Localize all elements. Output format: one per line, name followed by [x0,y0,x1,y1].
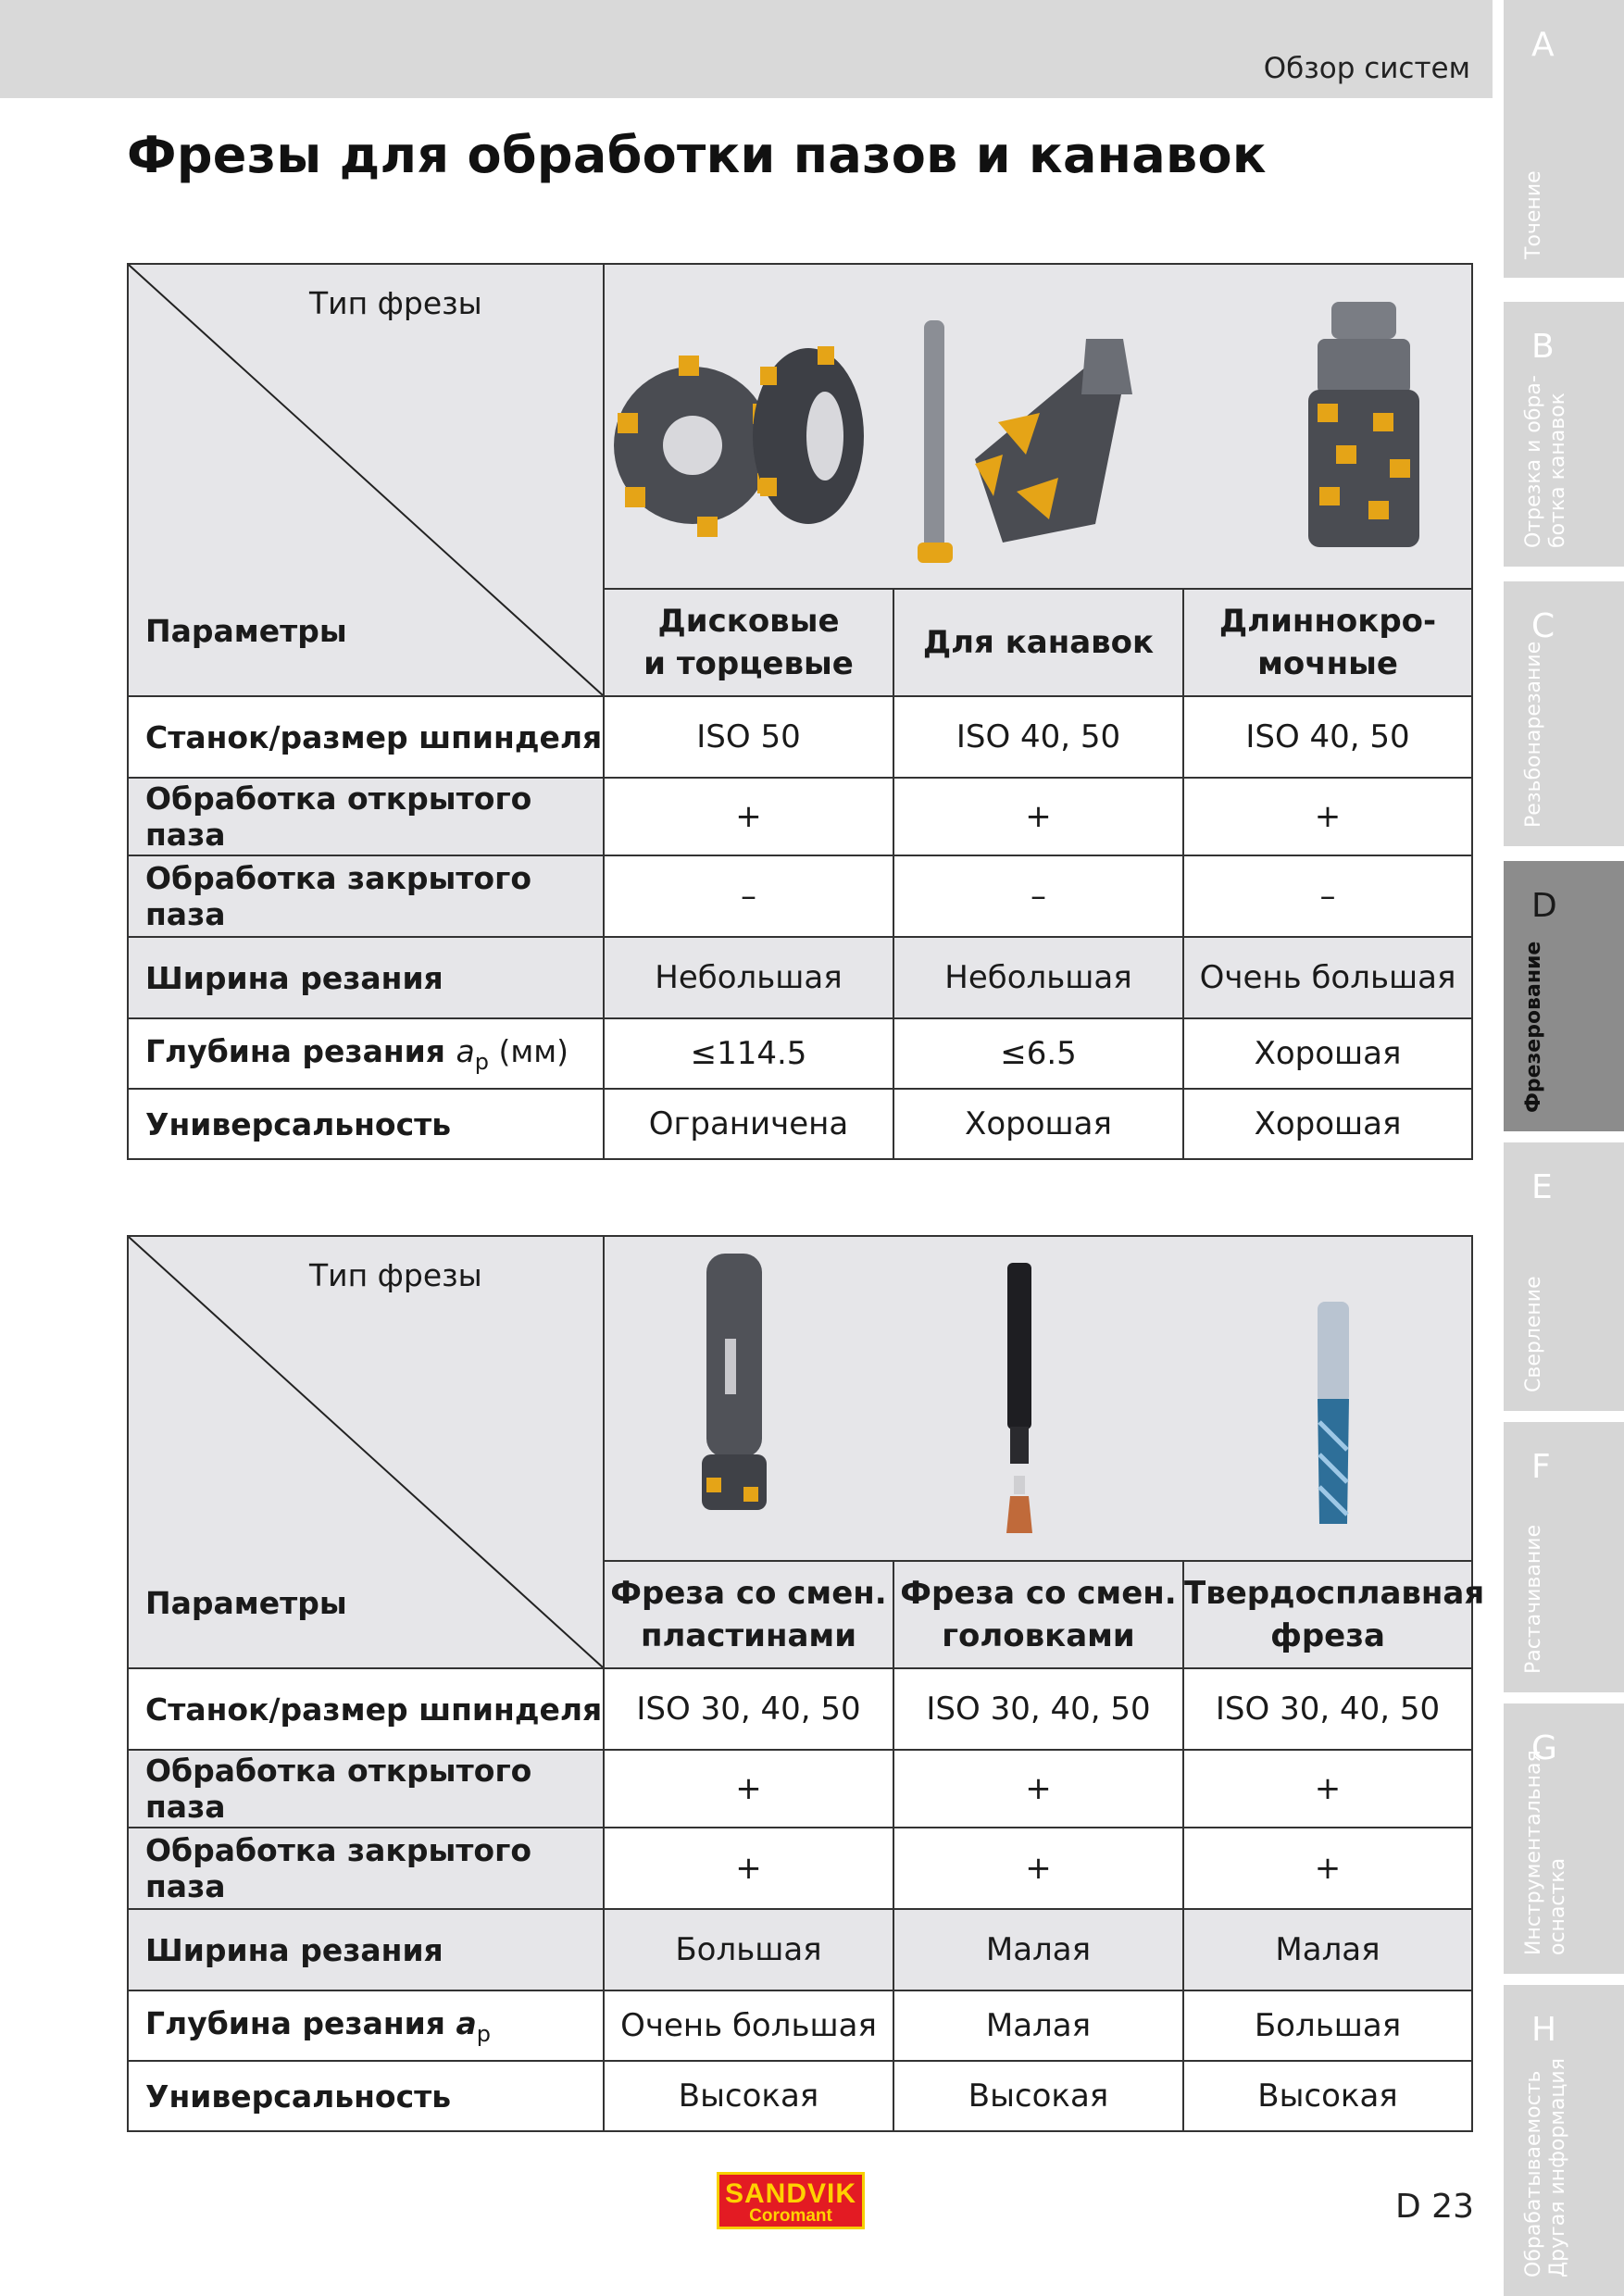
page-number: D 23 [1395,2188,1474,2226]
table-cell: Небольшая [893,937,1183,1018]
diagonal-header [128,1236,604,1668]
table-cell: Очень большая [604,1990,893,2061]
table-cell: Большая [604,1909,893,1990]
cutter-images-svg [605,1237,1473,1552]
param-label: Ширина резания [128,937,604,1018]
table-cell: ISO 30, 40, 50 [893,1668,1183,1750]
table-row [128,1018,1472,1089]
column-header [1183,589,1472,696]
table-cell: + [604,1750,893,1828]
tab-letter: G [1531,1729,1557,1767]
param-label: Обработка открытого паза [128,1750,604,1828]
column-header [604,589,893,696]
param-variable: a [456,1032,475,1069]
table-cell: + [893,1828,1183,1909]
table-cell: Малая [893,1909,1183,1990]
tab-c[interactable] [1504,581,1624,846]
table-cell: – [893,855,1183,937]
table-cell: ISO 40, 50 [1183,696,1472,778]
param-subscript: p [476,2020,492,2047]
param-label: Универсальность [128,2061,604,2131]
tab-f[interactable] [1504,1422,1624,1692]
logo-brand: SANDVIK [724,2178,856,2209]
tab-letter: D [1531,887,1557,925]
tab-letter: A [1531,26,1555,64]
table-cell: + [893,778,1183,855]
diagonal-header [128,264,604,696]
table-cell: Хорошая [893,1089,1183,1159]
table-row [128,1089,1472,1159]
page-title: Фрезы для обработки пазов и канавок [127,126,1267,184]
tab-label: Сверление [1522,1276,1545,1392]
table-cell: + [604,778,893,855]
tab-letter: C [1531,607,1555,645]
table-cell: + [893,1750,1183,1828]
tab-a[interactable] [1504,0,1624,278]
cutter-table-1 [127,263,1473,1160]
table-cell: + [604,1828,893,1909]
column-header-line: Длиннокро- [1218,603,1437,640]
tab-e[interactable] [1504,1142,1624,1411]
table-row [128,1990,1472,2061]
param-label [128,1018,604,1089]
table-cell: – [1183,855,1472,937]
column-header-line: Для канавок [922,624,1155,661]
table-cell: ISO 50 [604,696,893,778]
column-header-line: мочные [1257,645,1398,682]
table-cell: ISO 30, 40, 50 [1183,1668,1472,1750]
param-label: Ширина резания [128,1909,604,1990]
table-cell: Большая [1183,1990,1472,2061]
solid-carbide-mill-image [1318,1302,1349,1524]
sandvik-logo [717,2172,865,2229]
table-row [128,778,1472,855]
param-unit: (мм) [488,1032,568,1069]
param-label: Обработка закрытого паза [128,855,604,937]
type-label: Тип фрезы [309,1257,482,1293]
type-label: Тип фрезы [309,285,482,321]
insert-mill-image [702,1254,767,1510]
cutter-images [604,264,1472,589]
column-header-line: Фреза со смен. [610,1575,887,1612]
param-variable: a [456,2004,477,2041]
table-cell: ISO 30, 40, 50 [604,1668,893,1750]
table-cell: ≤6.5 [893,1018,1183,1089]
params-label: Параметры [145,1585,347,1621]
column-header-line: Дисковые [657,603,840,640]
tab-h[interactable] [1504,1985,1624,2296]
table-cell: Высокая [893,2061,1183,2131]
table-row [128,855,1472,937]
slot-mill-image [918,320,1132,563]
table-cell: Малая [893,1990,1183,2061]
disc-mill-image [614,346,864,537]
tab-label: Обрабатываемость Другая информация [1522,2058,1569,2277]
table-row [128,1750,1472,1828]
param-label: Обработка открытого паза [128,778,604,855]
table-cell: Малая [1183,1909,1472,1990]
tab-label: Отрезка и обра- ботка канавок [1522,375,1569,548]
cutter-images [604,1236,1472,1561]
params-label: Параметры [145,613,347,649]
tab-g[interactable] [1504,1703,1624,1974]
column-header-line: фреза [1270,1617,1385,1654]
tab-label: Инструментальная оснастка [1522,1750,1569,1955]
tab-letter: F [1531,1448,1551,1486]
column-header-line: Фреза со смен. [900,1575,1177,1612]
column-header [893,1561,1183,1668]
table-cell: – [604,855,893,937]
tab-label: Резьбонарезание [1522,641,1545,828]
column-header-line: и торцевые [643,645,854,682]
param-label: Обработка закрытого паза [128,1828,604,1909]
column-header-line: головками [942,1617,1135,1654]
param-label: Станок/размер шпинделя [128,1668,604,1750]
table-cell: Хорошая [1183,1089,1472,1159]
long-edge-mill-image [1308,302,1419,547]
table-row [128,937,1472,1018]
table-cell: Высокая [604,2061,893,2131]
table-row [128,696,1472,778]
tab-label: Фрезерование [1522,941,1545,1113]
column-header-line: пластинами [640,1617,857,1654]
table-cell: + [1183,778,1472,855]
param-label-text: Глубина резания [145,1032,445,1069]
tab-letter: E [1531,1168,1553,1206]
table-cell: Небольшая [604,937,893,1018]
column-header [893,589,1183,696]
column-header [1183,1561,1485,1668]
table-row [128,2061,1472,2131]
head-mill-image [1006,1263,1032,1533]
tab-label: Точение [1522,170,1545,259]
tab-letter: H [1531,2011,1557,2049]
table-cell: Ограничена [604,1089,893,1159]
table-cell: + [1183,1750,1472,1828]
table-cell: ISO 40, 50 [893,696,1183,778]
section-title: Обзор систем [1263,52,1470,85]
param-label [128,1990,604,2061]
table-cell: + [1183,1828,1472,1909]
column-header-line: Твердосплавная [1184,1575,1485,1612]
table-cell: Очень большая [1183,937,1472,1018]
tab-label: Растачивание [1522,1524,1545,1674]
cutter-table-2 [127,1235,1485,2132]
logo-sub: Coromant [749,2206,832,2226]
column-header [604,1561,893,1668]
table-row [128,1909,1472,1990]
tab-d[interactable] [1504,861,1624,1131]
param-subscript: p [474,1048,489,1075]
table-cell: ≤114.5 [604,1018,893,1089]
table-cell: Хорошая [1183,1018,1472,1089]
table-row [128,1828,1472,1909]
cutter-images-svg [605,265,1623,580]
param-label: Универсальность [128,1089,604,1159]
param-label-text: Глубина резания [145,2004,445,2041]
param-label: Станок/размер шпинделя [128,696,604,778]
table-row [128,1668,1472,1750]
table-cell: Высокая [1183,2061,1472,2131]
tab-letter: B [1531,328,1555,366]
